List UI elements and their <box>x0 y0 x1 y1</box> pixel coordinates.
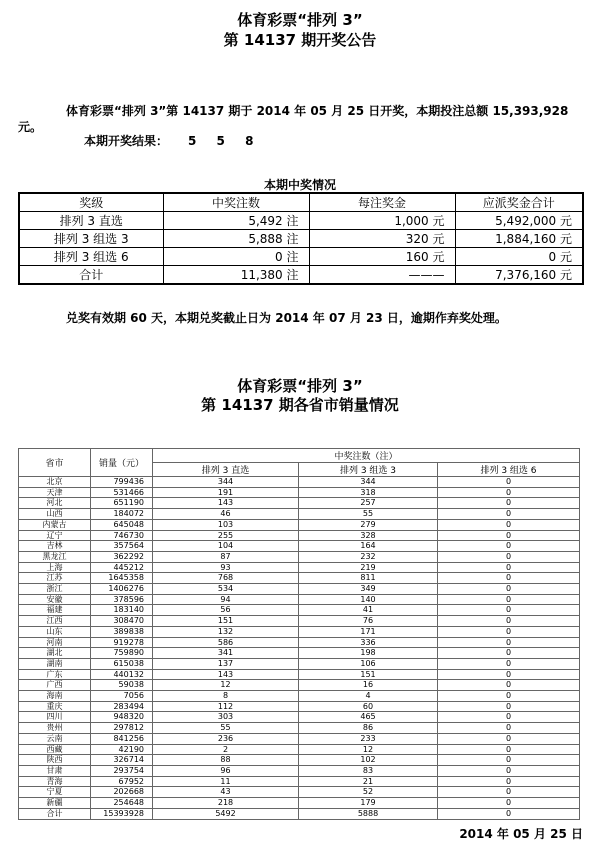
sales-table-row <box>19 477 580 488</box>
prize-table-row <box>19 266 583 285</box>
sales-table-cell: 0 <box>438 530 580 541</box>
sales-title <box>0 377 600 415</box>
sales-table-cell: 0 <box>438 605 580 616</box>
sales-table-cell: 0 <box>438 733 580 744</box>
sales-table-cell: 0 <box>438 723 580 734</box>
sales-table-cell: 0 <box>438 765 580 776</box>
sales-table-cell: 132 <box>153 626 299 637</box>
sales-table-cell: 0 <box>438 680 580 691</box>
sales-table-cell: 202668 <box>91 787 153 798</box>
prize-table-cell: 5,492 注 <box>163 212 309 230</box>
sales-table-cell: 52 <box>299 787 438 798</box>
prize-table-row <box>19 230 583 248</box>
prize-col-level: 奖级 <box>19 193 163 212</box>
sales-table-cell: 江苏 <box>19 573 91 584</box>
sales-table-cell: 山西 <box>19 509 91 520</box>
sales-table-cell: 378596 <box>91 594 153 605</box>
sales-table-cell: 0 <box>438 744 580 755</box>
sales-table-cell: 湖北 <box>19 648 91 659</box>
sales-table-cell: 219 <box>299 562 438 573</box>
announcement-title <box>0 10 600 50</box>
sales-table-cell: 465 <box>299 712 438 723</box>
prize-table-header-row <box>19 193 583 212</box>
sales-table-cell: 0 <box>438 637 580 648</box>
prize-table-cell: 5,888 注 <box>163 230 309 248</box>
sales-table-cell: 651190 <box>91 498 153 509</box>
sales-table-row <box>19 680 580 691</box>
sales-table-cell: 0 <box>438 798 580 809</box>
sales-table-row <box>19 562 580 573</box>
sales-table-cell: 811 <box>299 573 438 584</box>
draw-result-label: 本期开奖结果： <box>84 134 169 148</box>
sales-table-cell: 236 <box>153 733 299 744</box>
sales-table-cell: 1645358 <box>91 573 153 584</box>
sales-table-cell: 841256 <box>91 733 153 744</box>
sales-table-row <box>19 723 580 734</box>
sales-table-body <box>19 477 580 820</box>
sales-table-row <box>19 605 580 616</box>
sales-table-row <box>19 487 580 498</box>
prize-table-row <box>19 212 583 230</box>
sales-table-cell: 上海 <box>19 562 91 573</box>
sales-table-cell: 102 <box>299 755 438 766</box>
sales-table-cell: 919278 <box>91 637 153 648</box>
sales-table-cell: 湖南 <box>19 658 91 669</box>
sales-table-cell: 5888 <box>299 808 438 819</box>
sales-table-row <box>19 669 580 680</box>
sales-table-cell: 191 <box>153 487 299 498</box>
sales-table-cell: 112 <box>153 701 299 712</box>
sales-table-cell: 12 <box>153 680 299 691</box>
sales-table-cell: 336 <box>299 637 438 648</box>
sales-table-cell: 0 <box>438 509 580 520</box>
sales-table-row <box>19 541 580 552</box>
sales-table-cell: 344 <box>153 477 299 488</box>
sales-table-cell: 0 <box>438 755 580 766</box>
sales-table-cell: 合计 <box>19 808 91 819</box>
sales-table-cell: 143 <box>153 669 299 680</box>
sales-table-header-row1 <box>19 449 580 463</box>
prize-table <box>18 192 584 285</box>
sales-table-cell: 86 <box>299 723 438 734</box>
sales-table-row <box>19 637 580 648</box>
sales-table-cell: 0 <box>438 584 580 595</box>
sales-table-cell: 279 <box>299 519 438 530</box>
sales-table-cell: 341 <box>153 648 299 659</box>
sales-table-cell: 171 <box>299 626 438 637</box>
sales-table-cell: 41 <box>299 605 438 616</box>
sales-table-cell: 59038 <box>91 680 153 691</box>
sales-table-cell: 283494 <box>91 701 153 712</box>
sales-col-sales: 销量（元） <box>91 449 153 477</box>
prize-table-row <box>19 248 583 266</box>
prize-table-cell: 7,376,160 元 <box>455 266 583 285</box>
prize-table-cell: 排列 3 组选 6 <box>19 248 163 266</box>
sales-table-row <box>19 755 580 766</box>
sales-table-cell: 55 <box>153 723 299 734</box>
sales-table-cell: 内蒙古 <box>19 519 91 530</box>
sales-table-cell: 615038 <box>91 658 153 669</box>
prize-table-cell: 1,884,160 元 <box>455 230 583 248</box>
sales-table-cell: 257 <box>299 498 438 509</box>
sales-table-cell: 218 <box>153 798 299 809</box>
sales-table-cell: 164 <box>299 541 438 552</box>
sales-col-zhixuan: 排列 3 直选 <box>153 463 299 477</box>
sales-table-cell: 新疆 <box>19 798 91 809</box>
sales-table-cell: 104 <box>153 541 299 552</box>
sales-table-row <box>19 787 580 798</box>
sales-table-cell: 143 <box>153 498 299 509</box>
sales-table-cell: 0 <box>438 498 580 509</box>
sales-table-cell: 山东 <box>19 626 91 637</box>
sales-table-cell: 326714 <box>91 755 153 766</box>
sales-table-cell: 广东 <box>19 669 91 680</box>
footer-date: 2014 年 05 月 25 日 <box>459 827 583 841</box>
sales-table-cell: 303 <box>153 712 299 723</box>
prize-col-total: 应派奖金合计 <box>455 193 583 212</box>
sales-table-row <box>19 658 580 669</box>
sales-table-row <box>19 744 580 755</box>
sales-table-cell: 318 <box>299 487 438 498</box>
sales-table-cell: 254648 <box>91 798 153 809</box>
sales-table-cell: 重庆 <box>19 701 91 712</box>
sales-table-cell: 0 <box>438 573 580 584</box>
sales-table-cell: 389838 <box>91 626 153 637</box>
sales-table-cell: 12 <box>299 744 438 755</box>
sales-table-cell: 15393928 <box>91 808 153 819</box>
sales-table-cell: 96 <box>153 765 299 776</box>
sales-table-cell: 青海 <box>19 776 91 787</box>
sales-table-cell: 586 <box>153 637 299 648</box>
prize-col-count: 中奖注数 <box>163 193 309 212</box>
prize-col-amount: 每注奖金 <box>309 193 455 212</box>
sales-table-row <box>19 594 580 605</box>
sales-table-row <box>19 733 580 744</box>
sales-table-cell: 746730 <box>91 530 153 541</box>
sales-table-cell: 88 <box>153 755 299 766</box>
sales-table-cell: 137 <box>153 658 299 669</box>
sales-table-cell: 198 <box>299 648 438 659</box>
sales-table-cell: 21 <box>299 776 438 787</box>
prize-table-caption: 本期中奖情况 <box>263 178 336 192</box>
sales-table-cell: 55 <box>299 509 438 520</box>
announcement-title-line2: 第 14137 期开奖公告 <box>223 31 377 49</box>
prize-table-cell: 0 元 <box>455 248 583 266</box>
sales-table-cell: 0 <box>438 616 580 627</box>
prize-table-cell: 1,000 元 <box>309 212 455 230</box>
sales-table-cell: 42190 <box>91 744 153 755</box>
sales-table-row <box>19 530 580 541</box>
sales-table-cell: 151 <box>299 669 438 680</box>
sales-table-cell: 94 <box>153 594 299 605</box>
sales-table-cell: 232 <box>299 551 438 562</box>
sales-table-row <box>19 498 580 509</box>
sales-table-row <box>19 712 580 723</box>
sales-table-cell: 293754 <box>91 765 153 776</box>
sales-table-cell: 67952 <box>91 776 153 787</box>
sales-table-cell: 浙江 <box>19 584 91 595</box>
redeem-note: 兑奖有效期 60 天，本期兑奖截止日为 2014 年 07 月 23 日，逾期作弃奖处理。 <box>66 311 507 325</box>
sales-col-province: 省市 <box>19 449 91 477</box>
sales-table-cell: 0 <box>438 658 580 669</box>
sales-table-cell: 759890 <box>91 648 153 659</box>
sales-table-cell: 799436 <box>91 477 153 488</box>
sales-table-cell: 83 <box>299 765 438 776</box>
sales-table-row <box>19 808 580 819</box>
sales-table-row <box>19 691 580 702</box>
sales-table-cell: 0 <box>438 477 580 488</box>
sales-table-cell: 11 <box>153 776 299 787</box>
sales-table-cell: 60 <box>299 701 438 712</box>
sales-table-cell: 贵州 <box>19 723 91 734</box>
sales-table-row <box>19 798 580 809</box>
sales-table-cell: 440132 <box>91 669 153 680</box>
sales-table-cell: 西藏 <box>19 744 91 755</box>
sales-table-row <box>19 551 580 562</box>
sales-table-cell: 445212 <box>91 562 153 573</box>
sales-table-cell: 183140 <box>91 605 153 616</box>
sales-table-cell: 140 <box>299 594 438 605</box>
sales-col-zuxuan6: 排列 3 组选 6 <box>438 463 580 477</box>
sales-table-row <box>19 616 580 627</box>
sales-table-cell: 308470 <box>91 616 153 627</box>
sales-table-cell: 0 <box>438 487 580 498</box>
sales-col-wincount-group: 中奖注数（注） <box>153 449 580 463</box>
sales-table-cell: 0 <box>438 626 580 637</box>
sales-table-cell: 151 <box>153 616 299 627</box>
announcement-title-line1: 体育彩票“排列 3” <box>237 11 363 29</box>
sales-table-cell: 87 <box>153 551 299 562</box>
sales-table-cell: 7056 <box>91 691 153 702</box>
sales-table-cell: 534 <box>153 584 299 595</box>
sales-table-cell: 0 <box>438 787 580 798</box>
prize-table-body <box>19 212 583 285</box>
prize-table-cell: 11,380 注 <box>163 266 309 285</box>
sales-table-cell: 福建 <box>19 605 91 616</box>
sales-table-cell: 16 <box>299 680 438 691</box>
prize-table-cell: ——— <box>309 266 455 285</box>
sales-table-cell: 328 <box>299 530 438 541</box>
sales-table-cell: 天津 <box>19 487 91 498</box>
sales-table-cell: 56 <box>153 605 299 616</box>
sales-table-cell: 0 <box>438 551 580 562</box>
draw-result-numbers: 5 5 8 <box>188 134 262 148</box>
sales-table-cell: 362292 <box>91 551 153 562</box>
sales-table-cell: 广西 <box>19 680 91 691</box>
sales-table-cell: 5492 <box>153 808 299 819</box>
sales-col-zuxuan3: 排列 3 组选 3 <box>299 463 438 477</box>
sales-table-cell: 531466 <box>91 487 153 498</box>
prize-table-cell: 合计 <box>19 266 163 285</box>
prize-table-cell: 160 元 <box>309 248 455 266</box>
prize-table-cell: 排列 3 直选 <box>19 212 163 230</box>
sales-table-row <box>19 776 580 787</box>
sales-table-cell: 43 <box>153 787 299 798</box>
sales-table-cell: 河南 <box>19 637 91 648</box>
sales-table-row <box>19 701 580 712</box>
sales-table-cell: 黑龙江 <box>19 551 91 562</box>
sales-table-cell: 安徽 <box>19 594 91 605</box>
sales-table-cell: 184072 <box>91 509 153 520</box>
sales-table-cell: 179 <box>299 798 438 809</box>
sales-table-cell: 0 <box>438 808 580 819</box>
sales-table-row <box>19 626 580 637</box>
sales-table-cell: 93 <box>153 562 299 573</box>
sales-table-cell: 0 <box>438 519 580 530</box>
sales-table-cell: 辽宁 <box>19 530 91 541</box>
prize-table-cell: 320 元 <box>309 230 455 248</box>
sales-table-row <box>19 573 580 584</box>
sales-table-cell: 768 <box>153 573 299 584</box>
sales-table-cell: 云南 <box>19 733 91 744</box>
sales-table-cell: 233 <box>299 733 438 744</box>
sales-table-cell: 江西 <box>19 616 91 627</box>
sales-title-line1: 体育彩票“排列 3” <box>237 377 363 395</box>
sales-table-row <box>19 648 580 659</box>
sales-table-cell: 吉林 <box>19 541 91 552</box>
sales-table-cell: 陕西 <box>19 755 91 766</box>
sales-table-cell: 103 <box>153 519 299 530</box>
sales-table-cell: 0 <box>438 776 580 787</box>
draw-result-line <box>18 133 584 149</box>
sales-table-cell: 76 <box>299 616 438 627</box>
sales-table-row <box>19 584 580 595</box>
sales-table-cell: 宁夏 <box>19 787 91 798</box>
sales-title-line2: 第 14137 期各省市销量情况 <box>201 396 399 414</box>
sales-table-cell: 349 <box>299 584 438 595</box>
sales-table-cell: 0 <box>438 562 580 573</box>
draw-intro-text: 体育彩票“排列 3”第 14137 期于 2014 年 05 月 25 日开奖，本期投注总额 15,393,928 元。 <box>18 104 569 134</box>
sales-table-cell: 0 <box>438 541 580 552</box>
sales-table-cell: 0 <box>438 648 580 659</box>
sales-table-cell: 0 <box>438 701 580 712</box>
sales-table-cell: 4 <box>299 691 438 702</box>
sales-table-cell: 106 <box>299 658 438 669</box>
sales-table-cell: 甘肃 <box>19 765 91 776</box>
sales-table-cell: 0 <box>438 669 580 680</box>
sales-table-cell: 948320 <box>91 712 153 723</box>
sales-table <box>18 448 580 820</box>
sales-table-cell: 297812 <box>91 723 153 734</box>
sales-table-cell: 海南 <box>19 691 91 702</box>
sales-table-cell: 255 <box>153 530 299 541</box>
sales-table-cell: 8 <box>153 691 299 702</box>
sales-table-row <box>19 765 580 776</box>
sales-table-cell: 0 <box>438 594 580 605</box>
sales-table-row <box>19 509 580 520</box>
sales-table-cell: 46 <box>153 509 299 520</box>
sales-table-cell: 1406276 <box>91 584 153 595</box>
sales-table-cell: 645048 <box>91 519 153 530</box>
prize-table-cell: 5,492,000 元 <box>455 212 583 230</box>
sales-table-cell: 0 <box>438 712 580 723</box>
sales-table-cell: 2 <box>153 744 299 755</box>
prize-table-cell: 0 注 <box>163 248 309 266</box>
sales-table-cell: 北京 <box>19 477 91 488</box>
sales-table-cell: 0 <box>438 691 580 702</box>
sales-table-cell: 357564 <box>91 541 153 552</box>
sales-table-cell: 四川 <box>19 712 91 723</box>
sales-table-cell: 河北 <box>19 498 91 509</box>
sales-table-row <box>19 519 580 530</box>
prize-table-cell: 排列 3 组选 3 <box>19 230 163 248</box>
sales-table-cell: 344 <box>299 477 438 488</box>
